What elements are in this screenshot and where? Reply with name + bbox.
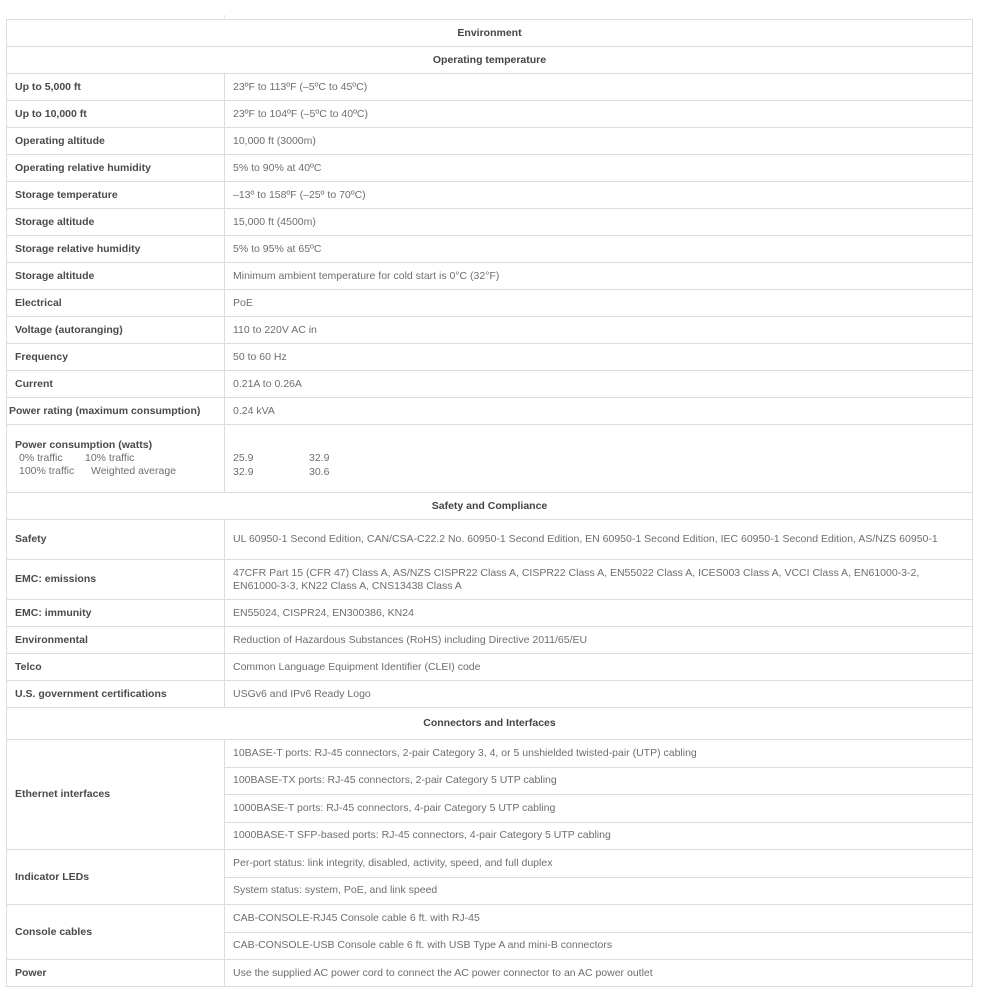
row-label: Environmental bbox=[7, 627, 225, 654]
spec-table bbox=[6, 19, 973, 987]
row-value: System status: system, PoE, and link speed bbox=[225, 877, 973, 905]
row-value: Minimum ambient temperature for cold start is 0°C (32°F) bbox=[225, 263, 973, 290]
row-value: CAB-CONSOLE-RJ45 Console cable 6 ft. with RJ-45 bbox=[225, 905, 973, 933]
subsection-header-operating-temperature bbox=[7, 47, 973, 74]
row-value: 1000BASE-T ports: RJ-45 connectors, 4-pair Category 5 UTP cabling bbox=[225, 795, 973, 823]
row-label: Storage relative humidity bbox=[7, 236, 225, 263]
row-value: 23ºF to 113ºF (–5ºC to 45ºC) bbox=[225, 74, 973, 101]
row-value: Per-port status: link integrity, disabled, activity, speed, and full duplex bbox=[225, 850, 973, 878]
section-header-safety bbox=[7, 493, 973, 520]
row-label: Operating relative humidity bbox=[7, 155, 225, 182]
power-consumption-title: Power consumption (watts) bbox=[15, 439, 153, 451]
table-row bbox=[7, 209, 973, 236]
power-value: 30.6 bbox=[309, 465, 330, 478]
table-row bbox=[7, 560, 973, 600]
table-row bbox=[7, 128, 973, 155]
power-consumption-line-1 bbox=[15, 452, 216, 465]
section-title: Safety and Compliance bbox=[7, 493, 973, 520]
row-label: Power rating (maximum consumption) bbox=[7, 398, 225, 425]
row-label: Telco bbox=[7, 654, 225, 681]
row-label: Console cables bbox=[7, 905, 225, 960]
row-value: 5% to 90% at 40ºC bbox=[225, 155, 973, 182]
table-row bbox=[7, 371, 973, 398]
table-row bbox=[7, 654, 973, 681]
row-label: Safety bbox=[7, 520, 225, 560]
row-label: EMC: emissions bbox=[7, 560, 225, 600]
table-row bbox=[7, 263, 973, 290]
table-row bbox=[7, 960, 973, 987]
section-title: Connectors and Interfaces bbox=[7, 708, 973, 740]
row-label: Frequency bbox=[7, 344, 225, 371]
row-label: Current bbox=[7, 371, 225, 398]
section-header-environment bbox=[7, 20, 973, 47]
section-title: Environment bbox=[7, 20, 973, 47]
power-values-line-2 bbox=[233, 466, 964, 479]
row-value: PoE bbox=[225, 290, 973, 317]
traffic-label: 100% traffic bbox=[19, 465, 75, 477]
subsection-title: Operating temperature bbox=[7, 47, 973, 74]
row-label: EMC: immunity bbox=[7, 600, 225, 627]
row-value: EN55024, CISPR24, EN300386, KN24 bbox=[225, 600, 973, 627]
table-row bbox=[7, 182, 973, 209]
table-row bbox=[7, 850, 973, 878]
table-row bbox=[7, 627, 973, 654]
table-row bbox=[7, 290, 973, 317]
power-consumption-row bbox=[7, 425, 973, 493]
traffic-label: 10% traffic bbox=[85, 452, 135, 464]
power-values-line-1 bbox=[233, 452, 964, 465]
row-label: Storage altitude bbox=[7, 263, 225, 290]
row-label: Indicator LEDs bbox=[7, 850, 225, 905]
row-label: U.S. government certifications bbox=[7, 681, 225, 708]
row-label: Operating altitude bbox=[7, 128, 225, 155]
row-value: –13º to 158ºF (–25º to 70ºC) bbox=[225, 182, 973, 209]
traffic-label: 0% traffic bbox=[19, 452, 63, 464]
table-row bbox=[7, 317, 973, 344]
row-label: Up to 10,000 ft bbox=[7, 101, 225, 128]
power-consumption-values-cell bbox=[225, 425, 973, 493]
table-row bbox=[7, 101, 973, 128]
table-row bbox=[7, 681, 973, 708]
traffic-label: Weighted average bbox=[91, 465, 177, 477]
row-value: 110 to 220V AC in bbox=[225, 317, 973, 344]
row-value: CAB-CONSOLE-USB Console cable 6 ft. with USB Type A and mini-B connectors bbox=[225, 932, 973, 960]
table-row bbox=[7, 740, 973, 768]
table-row bbox=[7, 905, 973, 933]
row-value: 15,000 ft (4500m) bbox=[225, 209, 973, 236]
row-value: Use the supplied AC power cord to connect the AC power connector to an AC power outlet bbox=[225, 960, 973, 987]
row-value: 5% to 95% at 65ºC bbox=[225, 236, 973, 263]
table-row bbox=[7, 344, 973, 371]
table-row bbox=[7, 236, 973, 263]
row-label: Storage altitude bbox=[7, 209, 225, 236]
row-label: Ethernet interfaces bbox=[7, 740, 225, 850]
row-value: 0.24 kVA bbox=[225, 398, 973, 425]
power-value: 25.9 bbox=[233, 451, 254, 464]
row-value: UL 60950-1 Second Edition, CAN/CSA-C22.2 No. 60950-1 Second Edition, EN 60950-1 Second Edition, IEC 60950-1 Second Edition, AS/NZS 60950-1 bbox=[225, 520, 973, 560]
table-row bbox=[7, 155, 973, 182]
table-row bbox=[7, 398, 973, 425]
row-value: 23ºF to 104ºF (–5ºC to 40ºC) bbox=[225, 101, 973, 128]
table-row bbox=[7, 600, 973, 627]
row-label: Up to 5,000 ft bbox=[7, 74, 225, 101]
power-value: 32.9 bbox=[309, 451, 330, 464]
power-consumption-label-cell bbox=[7, 425, 225, 493]
row-value: 10,000 ft (3000m) bbox=[225, 128, 973, 155]
row-label: Electrical bbox=[7, 290, 225, 317]
row-value: USGv6 and IPv6 Ready Logo bbox=[225, 681, 973, 708]
table-row bbox=[7, 520, 973, 560]
row-value: 0.21A to 0.26A bbox=[225, 371, 973, 398]
power-consumption-line-2 bbox=[15, 465, 216, 478]
row-value: 10BASE-T ports: RJ-45 connectors, 2-pair Category 3, 4, or 5 unshielded twisted-pair (UTP) cabling bbox=[225, 740, 973, 768]
row-label: Power bbox=[7, 960, 225, 987]
section-header-connectors bbox=[7, 708, 973, 740]
row-value: 100BASE-TX ports: RJ-45 connectors, 2-pair Category 5 UTP cabling bbox=[225, 767, 973, 795]
power-value: 32.9 bbox=[233, 465, 254, 478]
row-value: 50 to 60 Hz bbox=[225, 344, 973, 371]
row-label: Voltage (autoranging) bbox=[7, 317, 225, 344]
row-label: Storage temperature bbox=[7, 182, 225, 209]
row-value: 1000BASE-T SFP-based ports: RJ-45 connectors, 4-pair Category 5 UTP cabling bbox=[225, 822, 973, 850]
row-value: 47CFR Part 15 (CFR 47) Class A, AS/NZS CISPR22 Class A, CISPR22 Class A, EN55022 Class A, ICES003 Class A, VCCI Class A, EN61000-3-2, EN61000-3-3, KN22 Class A, CNS13438 Class A bbox=[225, 560, 973, 600]
row-value: Common Language Equipment Identifier (CLEI) code bbox=[225, 654, 973, 681]
table-row bbox=[7, 74, 973, 101]
row-value: Reduction of Hazardous Substances (RoHS) including Directive 2011/65/EU bbox=[225, 627, 973, 654]
